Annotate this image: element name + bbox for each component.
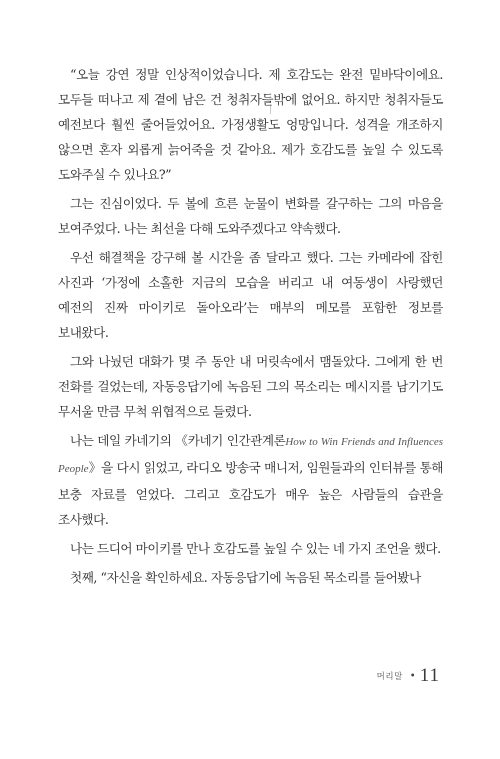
body-text	[58, 62, 443, 594]
paragraph-sincere: 그는 진심이었다. 두 볼에 흐른 눈물이 변화를 갈구하는 그의 마음을 보여주었다. 나는 최선을 다해 도와주겠다고 약속했다.	[58, 196, 443, 236]
running-head: 머리말	[376, 672, 403, 682]
english-book-title: How to Win Friends and Influences People	[58, 436, 443, 475]
bullet-separator: •	[409, 670, 416, 682]
paragraph-advice: 나는 드디어 마이키를 만나 호감도를 높일 수 있는 네 가지 조언을 했다.	[70, 541, 441, 556]
paragraph-first-tip: 첫째, “자신을 확인하세요. 자동응답기에 녹음된 목소리를 들어봤나	[70, 570, 421, 585]
paragraph-conversation: 그와 나눴던 대화가 몇 주 동안 내 머릿속에서 맴돌았다. 그에게 한 번 전화를 걸었는데, 자동응답기에 녹음된 그의 목소리는 메시지를 남기기도 무서울 만큼 무척 위협적으로 들렸다.	[58, 354, 443, 419]
carnegie-text-start: 나는 데일 카네기의 《카네기 인간관계론	[70, 433, 286, 448]
paragraph-quote: “오늘 강연 정말 인상적이었습니다. 제 호감도는 완전 밑바닥이에요. 모두들 떠나고 제 곁에 남은 건 청취자들밖에 없어요. 하지만 청취자들도 예전보다 훨씬 줄어들었어요. 가정생활도 엉망입니다. 성격을 개조하지 않으면 혼자 외롭게 늙어죽을 것 같아요. 제가 호감도를 높일 수 있도록 도와주실 수 있나요?”	[58, 67, 443, 182]
page-footer	[0, 665, 440, 687]
page-number: 11	[419, 665, 440, 686]
paragraph-solution: 우선 해결책을 강구해 볼 시간을 좀 달라고 했다. 그는 카메라에 잡힌 사진과 ‘가정에 소홀한 지금의 모습을 버리고 내 여동생이 사랑했던 예전의 진짜 마이키로 돌아오라’는 매부의 메모를 포함한 정보를 보내왔다.	[58, 250, 443, 340]
carnegie-text-end: 》을 다시 읽었고, 라디오 방송국 매니저, 임원들과의 인터뷰를 통해 보충 자료를 얻었다. 그리고 호감도가 매우 높은 사람들의 습관을 조사했다.	[58, 460, 443, 527]
paragraph-carnegie	[58, 428, 443, 532]
